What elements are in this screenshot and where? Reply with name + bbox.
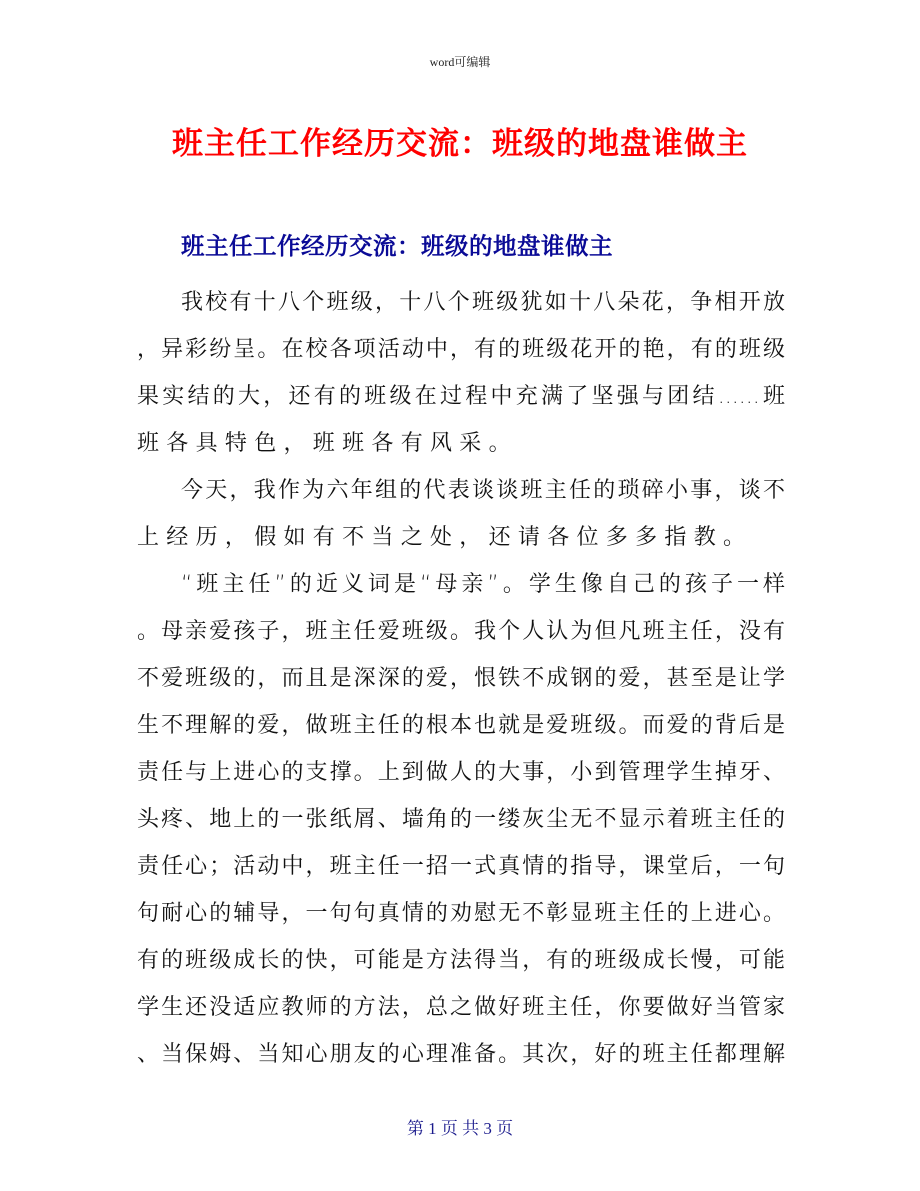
text-line: ，异彩纷呈。在校各项活动中，有的班级花开的艳，有的班级 [137, 337, 785, 362]
text-line: 生不理解的爱，做班主任的根本也就是爱班级。而爱的背后是 [137, 713, 785, 738]
text-line: 今天，我作为六年组的代表谈谈班主任的琐碎小事，谈不 [181, 478, 785, 503]
text-line: 责任心；活动中，班主任一招一式真情的指导，课堂后，一句 [137, 854, 785, 879]
section-heading: 班主任工作经历交流：班级的地盘谁做主 [181, 232, 613, 260]
document-body [137, 279, 785, 1078]
document-title: 班主任工作经历交流：班级的地盘谁做主 [172, 126, 748, 162]
page-header: word可编辑 [429, 55, 491, 69]
text-line: 有的班级成长的快，可能是方法得当，有的班级成长慢，可能 [137, 948, 785, 973]
text-line: “班主任”的近义词是“母亲”。学生像自己的孩子一样 [181, 572, 785, 597]
text-line: 责任与上进心的支撑。上到做人的大事，小到管理学生掉牙、 [137, 760, 785, 785]
text-line: 上经历，假如有不当之处，还请各位多多指教。 [137, 525, 753, 550]
text-line: 不爱班级的，而且是深深的爱，恨铁不成钢的爱，甚至是让学 [137, 666, 785, 691]
text-line: 学生还没适应教师的方法，总之做好班主任，你要做好当管家 [137, 995, 785, 1020]
text-line: 班各具特色，班班各有风采。 [137, 431, 518, 456]
page-number-footer: 第 1 页 共 3 页 [406, 1119, 514, 1138]
text-line: 、当保姆、当知心朋友的心理准备。其次，好的班主任都理解 [137, 1042, 785, 1067]
text-line: 。母亲爱孩子，班主任爱班级。我个人认为但凡班主任，没有 [137, 619, 785, 644]
text-line: 句耐心的辅导，一句句真情的劝慰无不彰显班主任的上进心。 [137, 901, 785, 926]
text-line: 我校有十八个班级，十八个班级犹如十八朵花，争相开放 [181, 290, 785, 315]
text-line: 头疼、地上的一张纸屑、墙角的一缕灰尘无不显示着班主任的 [137, 807, 785, 832]
text-line: 果实结的大，还有的班级在过程中充满了坚强与团结......班 [137, 384, 785, 409]
